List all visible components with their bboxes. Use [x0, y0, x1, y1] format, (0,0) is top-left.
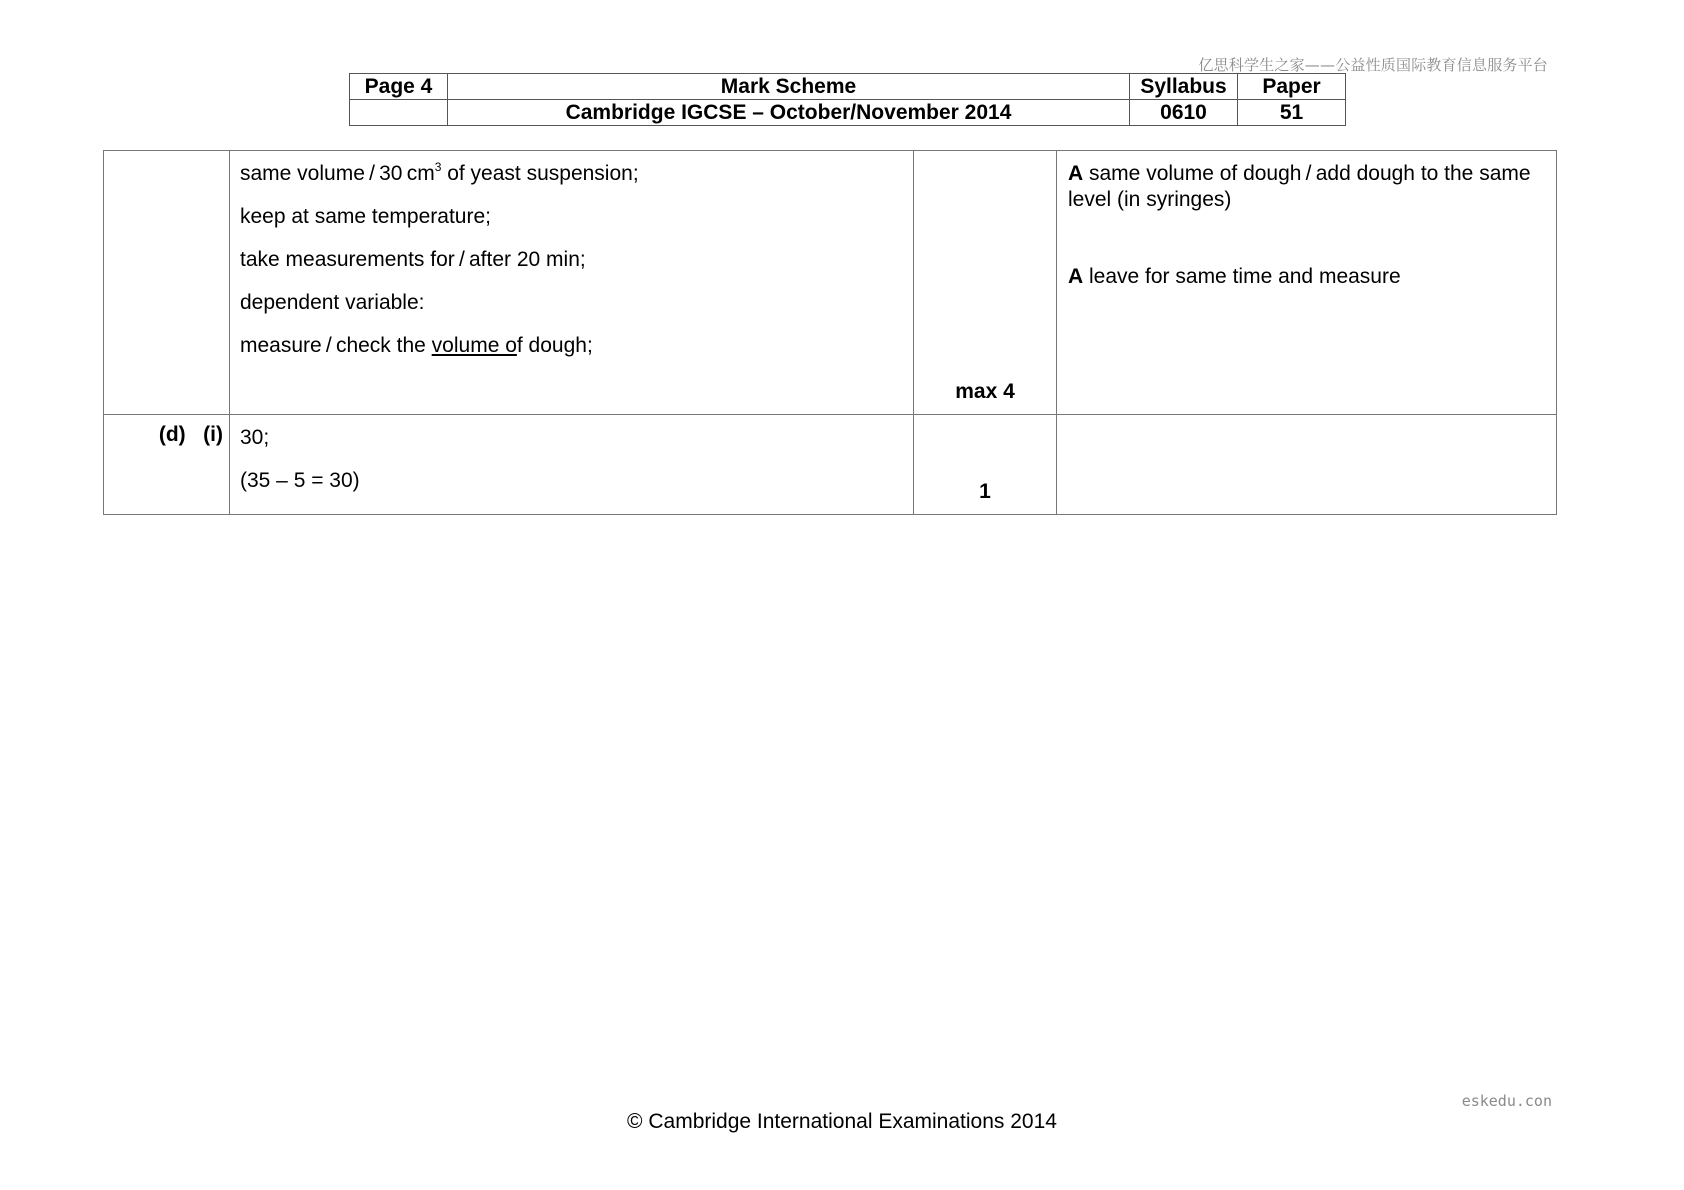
- marks-cell: [914, 151, 1057, 415]
- table-row: [104, 415, 1557, 515]
- answer-line: measure / check the volume of dough;: [240, 334, 593, 357]
- paper-value: 51: [1238, 100, 1346, 126]
- guidance-note: A leave for same time and measure: [1068, 265, 1401, 288]
- page-number: Page 4: [350, 74, 448, 100]
- marks-value: 1: [979, 480, 991, 503]
- watermark-text: 亿思科学生之家——公益性质国际教育信息服务平台: [1198, 56, 1548, 74]
- question-number: (d) (i): [158, 423, 223, 446]
- marks-cell: [914, 415, 1057, 515]
- answer-cell: [230, 415, 914, 515]
- answer-line: keep at same temperature;: [240, 205, 491, 228]
- table-row: [104, 151, 1557, 415]
- mark-scheme-table: [103, 150, 1557, 515]
- copyright-footer: © Cambridge International Examinations 2014: [627, 1110, 1057, 1133]
- guidance-note: A same volume of dough / add dough to the same level (in syringes): [1068, 162, 1531, 211]
- syllabus-label: Syllabus: [1130, 74, 1238, 100]
- guidance-cell: [1057, 415, 1557, 515]
- syllabus-value: 0610: [1130, 100, 1238, 126]
- document-subtitle: Cambridge IGCSE – October/November 2014: [448, 100, 1130, 126]
- answer-line: 30;: [240, 426, 270, 449]
- answer-line: (35 – 5 = 30): [240, 469, 360, 492]
- guidance-cell: [1057, 151, 1557, 415]
- question-cell: [104, 151, 230, 415]
- answer-line: dependent variable:: [240, 291, 425, 314]
- marks-value: max 4: [955, 380, 1015, 403]
- answer-line: same volume / 30 $cm^3$ of yeast suspension;: [240, 160, 639, 185]
- answer-line: take measurements for / after 20 min;: [240, 248, 586, 271]
- document-title: Mark Scheme: [448, 74, 1130, 100]
- answer-cell: [230, 151, 914, 415]
- header-table: [349, 73, 1346, 126]
- header-empty-cell: [350, 100, 448, 126]
- question-cell: [104, 415, 230, 515]
- paper-label: Paper: [1238, 74, 1346, 100]
- watermark-url: eskedu.con: [1461, 1092, 1552, 1110]
